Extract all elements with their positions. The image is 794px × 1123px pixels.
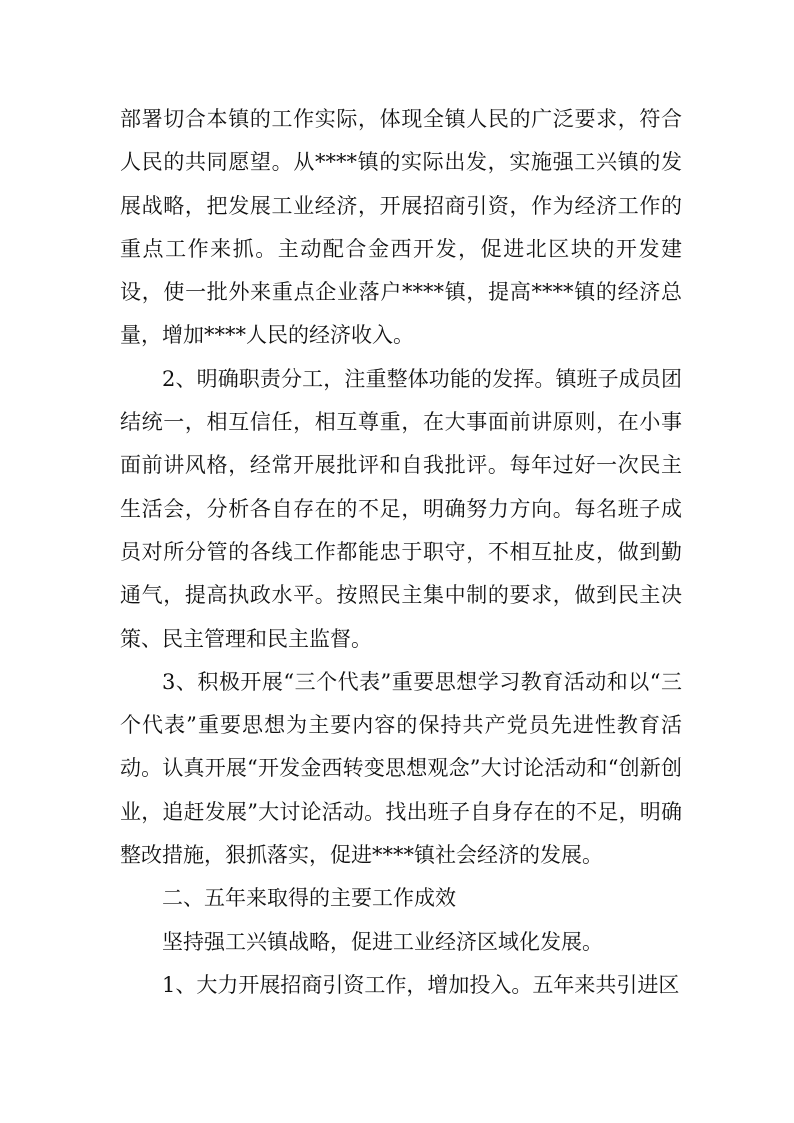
section-heading: 二、五年来取得的主要工作成效	[162, 886, 456, 911]
document-body	[120, 98, 682, 1007]
paragraph-summary: 坚持强工兴镇战略，促进工业经济区域化发展。	[162, 929, 603, 954]
paragraph-continuation: 部署切合本镇的工作实际，体现全镇人民的广泛要求，符合人民的共同愿望。从****镇的实际出发，实施强工兴镇的发展战略，把发展工业经济，开展招商引资，作为经济工作的重点工作来抓。主动配合金西开发，促进北区块的开发建设，使一批外来重点企业落户****镇，提高****镇的经济总量，增加****人民的经济收入。	[120, 107, 682, 348]
paragraph-item-1: 1、大力开展招商引资工作，增加投入。五年来共引进区	[162, 972, 680, 997]
paragraph-item-3: 3、积极开展“三个代表”重要思想学习教育活动和以“三个代表”重要思想为主要内容的保持共产党员先进性教育活动。认真开展“开发金西转变思想观念”大讨论活动和“创新创业，追赶发展”大讨论活动。找出班子自身存在的不足，明确整改措施，狠抓落实，促进****镇社会经济的发展。	[120, 669, 682, 868]
paragraph-item-2: 2、明确职责分工，注重整体功能的发挥。镇班子成员团结统一，相互信任，相互尊重，在大事面前讲原则，在小事面前讲风格，经常开展批评和自我批评。每年过好一次民主生活会，分析各自存在的不足，明确努力方向。每名班子成员对所分管的各线工作都能忠于职守，不相互扯皮，做到勤通气，提高执政水平。按照民主集中制的要求，做到民主决策、民主管理和民主监督。	[120, 366, 682, 651]
